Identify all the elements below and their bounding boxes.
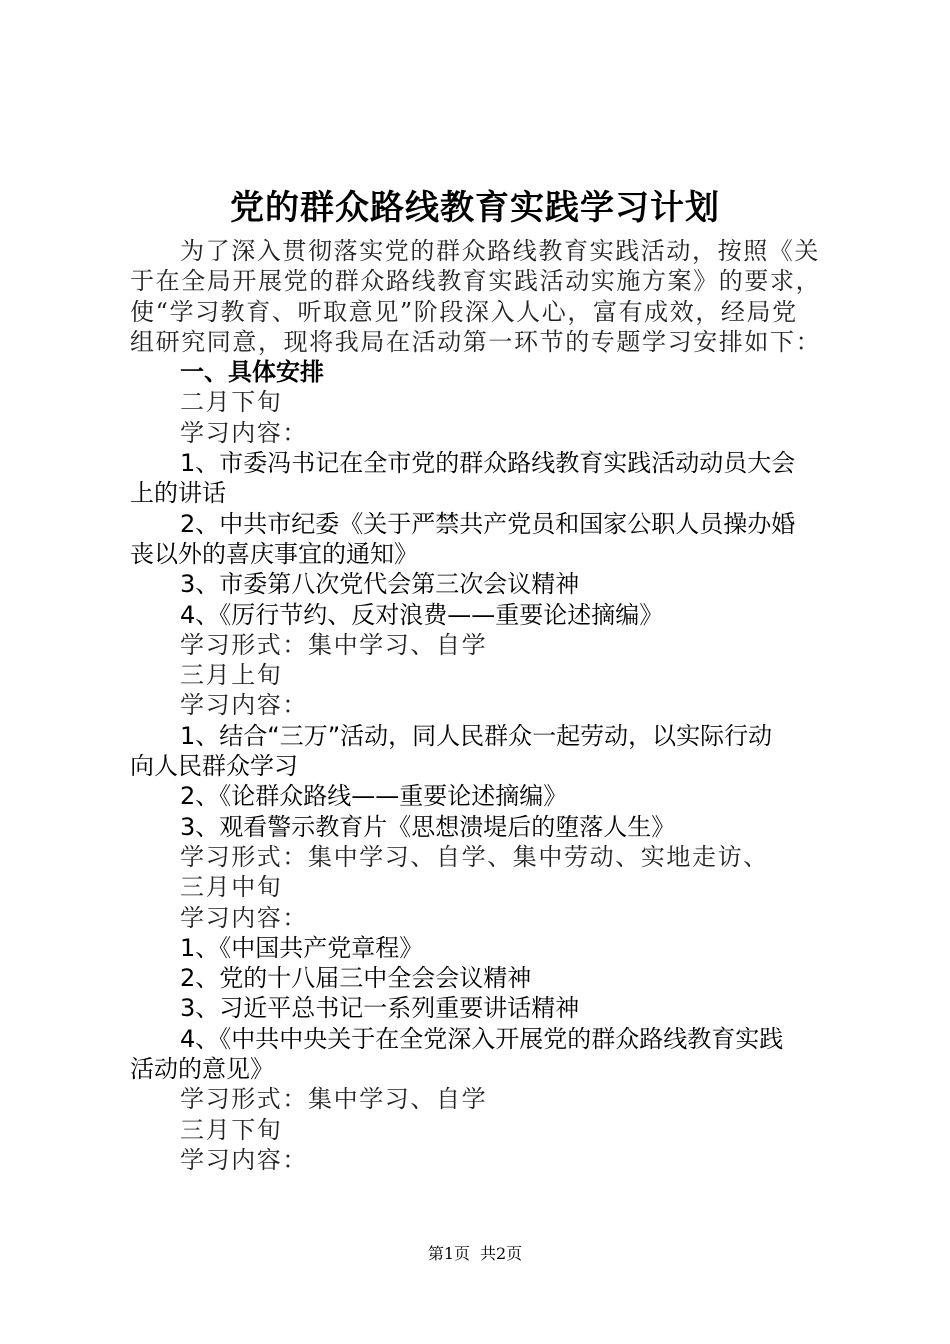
text-line: 为了深入贯彻落实党的群众路线教育实践活动，按照《关 xyxy=(180,237,820,265)
text-line: 1、《中国共产党章程》 xyxy=(180,933,424,962)
text-line: 丧以外的喜庆事宜的通知》 xyxy=(130,539,418,568)
text-line: 学习内容： xyxy=(180,903,308,932)
text-line: 活动的意见》 xyxy=(130,1055,274,1084)
text-line: 组研究同意，现将我局在活动第一环节的专题学习安排如下： xyxy=(130,327,822,356)
text-line: 学习内容： xyxy=(180,691,308,720)
document-body xyxy=(130,236,830,1175)
page-footer xyxy=(0,1242,950,1266)
text-line: 学习形式：集中学习、自学 xyxy=(180,1085,488,1114)
text-line: 一、具体安排 xyxy=(180,358,324,387)
text-line: 学习内容： xyxy=(180,418,308,447)
text-line: 使“学习教育、听取意见”阶段深入人心，富有成效，经局党 xyxy=(130,297,798,326)
text-line: 4、《中共中央关于在全党深入开展党的群众路线教育实践 xyxy=(180,1024,784,1053)
text-line: 3、观看警示教育片《思想溃堤后的堕落人生》 xyxy=(180,812,676,841)
text-line: 学习内容： xyxy=(180,1145,308,1174)
text-line: 3、习近平总书记一系列重要讲话精神 xyxy=(180,994,580,1023)
text-line: 向人民群众学习 xyxy=(130,752,298,781)
text-line: 1、结合“三万”活动，同人民群众一起劳动，以实际行动 xyxy=(180,721,773,750)
document-title: 党的群众路线教育实践学习计划 xyxy=(230,188,720,228)
text-line: 学习形式：集中学习、自学 xyxy=(180,630,488,659)
text-line: 3、市委第八次党代会第三次会议精神 xyxy=(180,570,580,599)
text-line: 二月下旬 xyxy=(180,388,283,417)
text-line: 上的讲话 xyxy=(130,479,226,508)
text-line: 2、《论群众路线——重要论述摘编》 xyxy=(180,782,568,811)
text-line: 1、市委冯书记在全市党的群众路线教育实践活动动员大会 xyxy=(180,449,796,478)
text-line: 三月上旬 xyxy=(180,661,283,690)
text-line: 2、中共市纪委《关于严禁共产党员和国家公职人员操办婚 xyxy=(180,509,796,538)
text-line: 三月下旬 xyxy=(180,1115,283,1144)
text-line: 学习形式：集中学习、自学、集中劳动、实地走访、 xyxy=(180,842,769,871)
page-total: 共2页 xyxy=(480,1244,523,1263)
text-line: 2、党的十八届三中全会会议精神 xyxy=(180,964,532,993)
text-line: 4、《厉行节约、反对浪费——重要论述摘编》 xyxy=(180,600,664,629)
page-number: 第1页 xyxy=(427,1244,470,1263)
text-line: 三月中旬 xyxy=(180,873,283,902)
text-line: 于在全局开展党的群众路线教育实践活动实施方案》的要求， xyxy=(130,267,822,296)
